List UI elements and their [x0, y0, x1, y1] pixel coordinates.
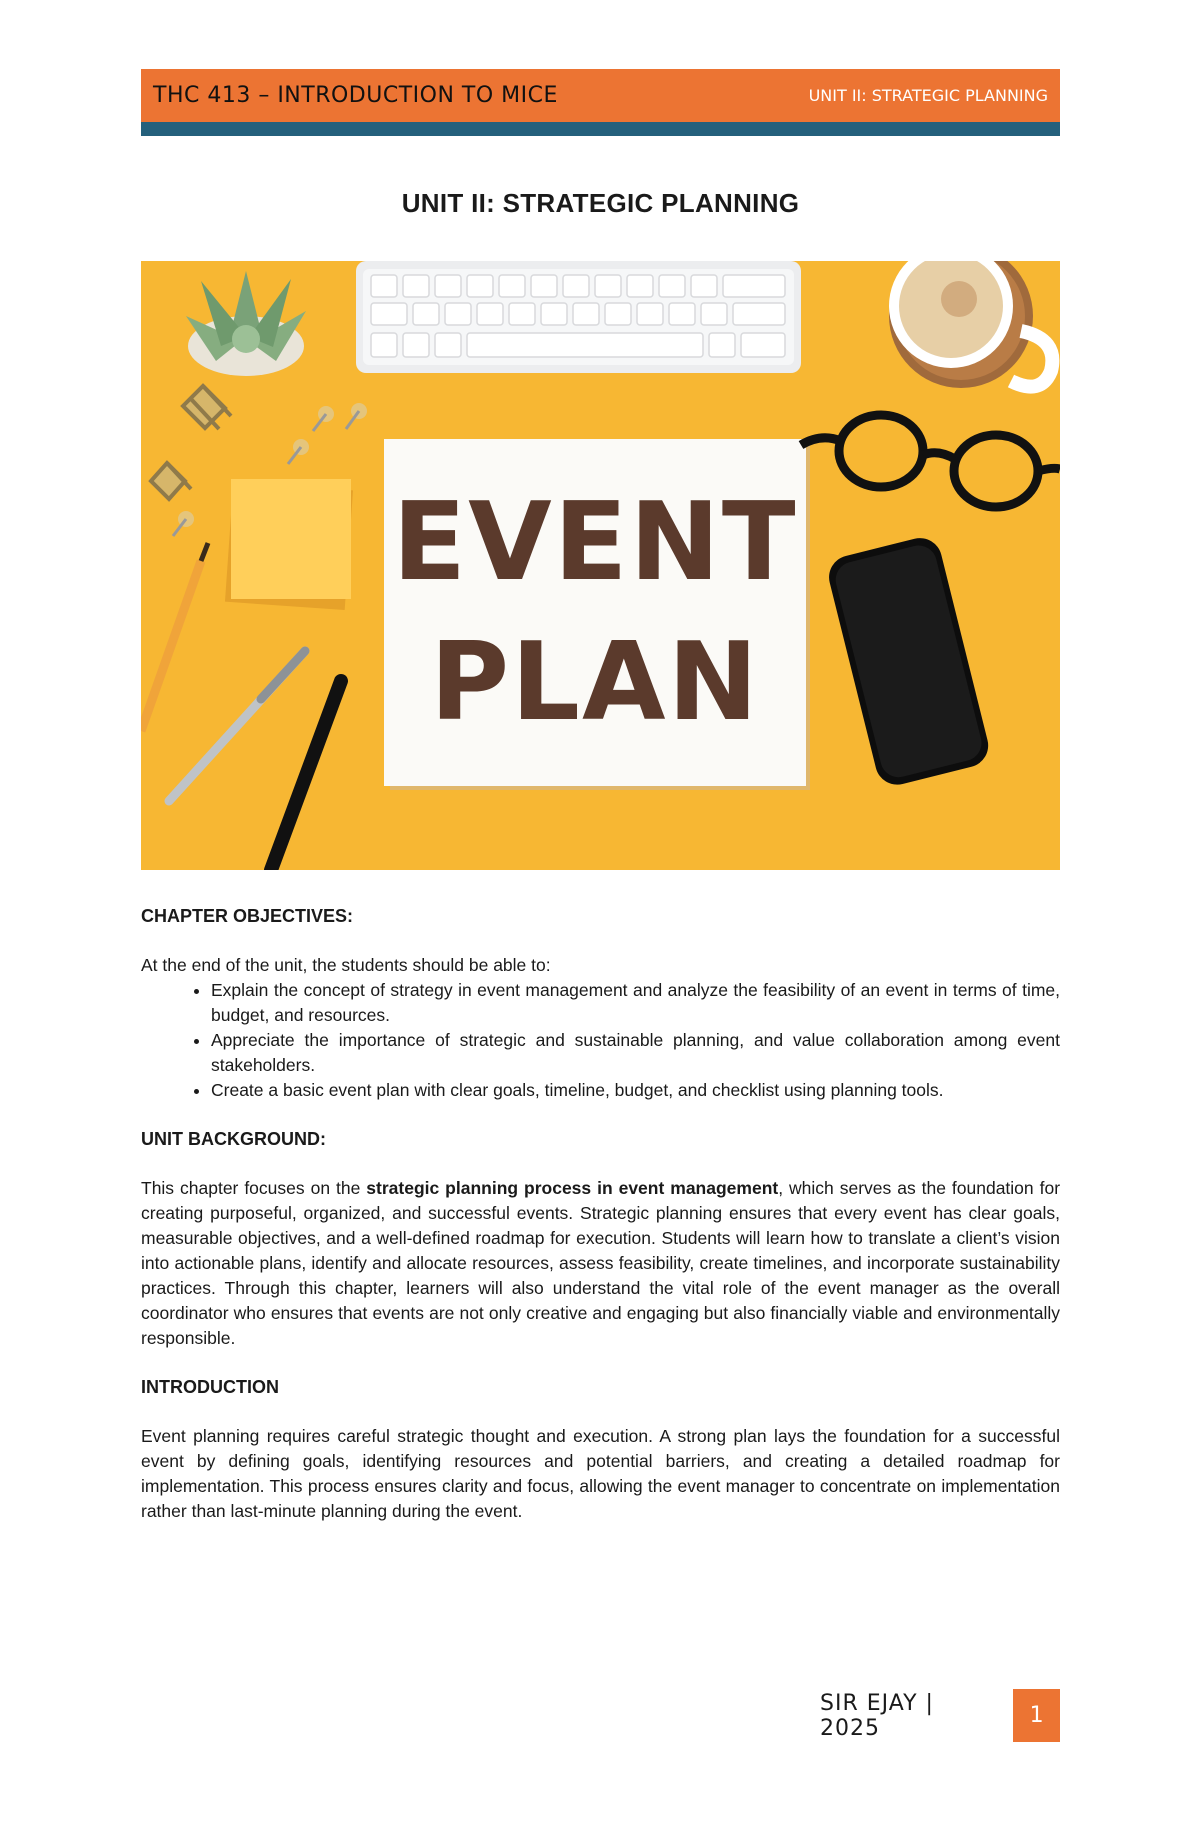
- page-header: [141, 69, 1060, 122]
- background-text-bold: strategic planning process in event management: [366, 1178, 779, 1198]
- page-title: UNIT II: STRATEGIC PLANNING: [401, 188, 800, 218]
- notebook: [384, 439, 810, 790]
- event-plan-photo: [141, 261, 1060, 870]
- footer-author-year: SIR EJAY | 2025: [820, 1690, 934, 1741]
- objectives-heading: CHAPTER OBJECTIVES:: [141, 906, 354, 926]
- objective-item: • Explain the concept of strategy in event management and analyze the feasibility of an event in terms of time, budget, and resources.: [211, 978, 1060, 1028]
- header-stripe: [141, 122, 1060, 136]
- unit-label: UNIT II: STRATEGIC PLANNING: [808, 86, 1048, 105]
- objectives-list: [141, 978, 1060, 1103]
- page-footer: [820, 1689, 1060, 1742]
- objective-item: • Create a basic event plan with clear goals, timeline, budget, and checklist using planning tools.: [211, 1078, 1060, 1103]
- background-heading: UNIT BACKGROUND:: [141, 1129, 326, 1149]
- introduction-heading: INTRODUCTION: [141, 1377, 279, 1397]
- page-number: 1: [1013, 1689, 1060, 1742]
- background-text-start: This chapter focuses on the: [141, 1178, 367, 1198]
- sticky-notes: [225, 479, 353, 610]
- main-content: [141, 904, 1060, 1524]
- event-text: EVENT: [392, 480, 798, 605]
- objective-item: • Appreciate the importance of strategic and sustainable planning, and value collaboration among event stakeholders.: [211, 1028, 1060, 1078]
- background-text-end: , which serves as the foundation for creating purposeful, organized, and successful events. Strategic planning ensures that every event has clear goals, measurable objectives, and a well-defined roadmap for execution. Students will learn how to translate a client’s vision into actionable plans, identify and allocate resources, assess feasibility, create timelines, and incorporate sustainability practices. Through this chapter, learners will also understand the vital role of the event manager as the overall coordinator who ensures that events are not only creative and engaging but also financially viable and environmentally responsible.: [141, 1178, 1061, 1348]
- introduction-paragraph: Event planning requires careful strategic thought and execution. A strong plan lays the foundation for a successful event by defining goals, identifying resources and potential barriers, and creating a detailed roadmap for implementation. This process ensures clarity and focus, allowing the event manager to concentrate on implementation rather than last-minute planning during the event.: [141, 1426, 1060, 1521]
- background-paragraph: [141, 1176, 1060, 1351]
- course-title: THC 413 – INTRODUCTION TO MICE: [153, 83, 558, 108]
- objectives-intro: At the end of the unit, the students should be able to:: [141, 955, 551, 975]
- keyboard: [356, 261, 801, 373]
- plan-text: PLAN: [430, 620, 760, 745]
